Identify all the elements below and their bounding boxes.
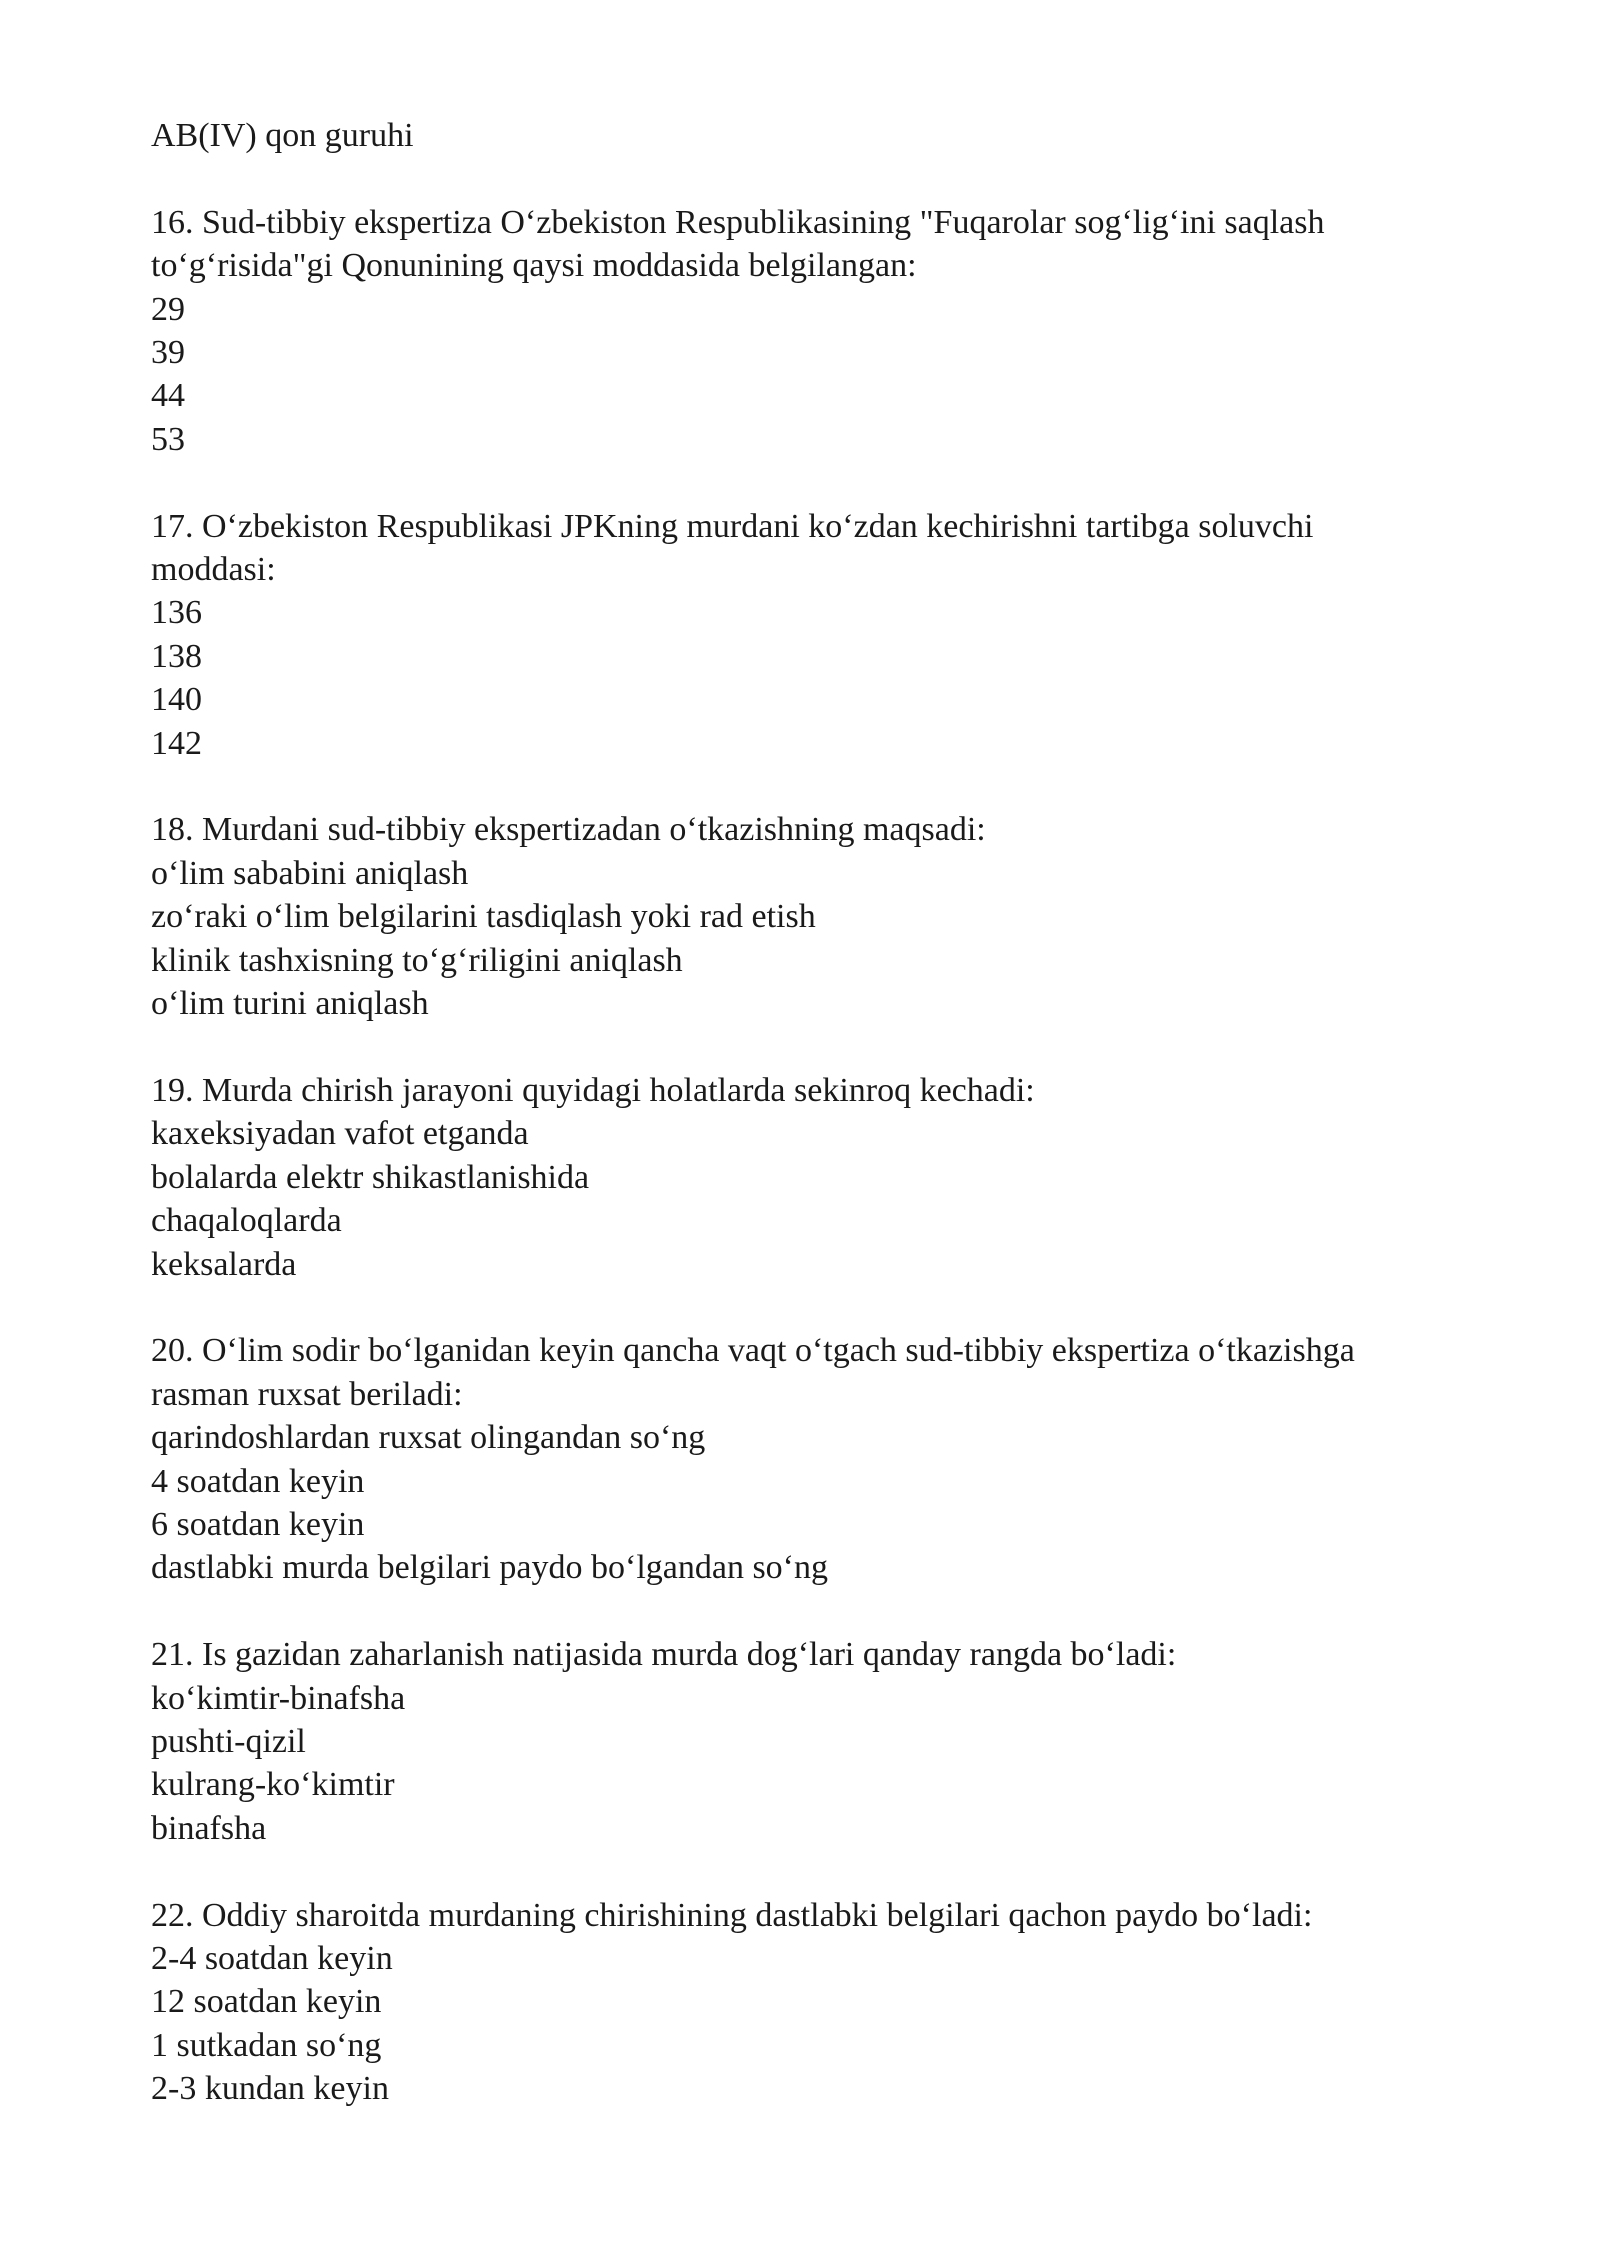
answer-option: ko‘kimtir-binafsha <box>151 1679 406 1717</box>
answer-option: 2-4 soatdan keyin <box>151 1939 393 1977</box>
question-block <box>151 1633 1511 1850</box>
answer-option: 29 <box>151 290 185 328</box>
question-text <box>151 1633 1511 1676</box>
answer-option: dastlabki murda belgilari paydo bo‘lgandan so‘ng <box>151 1549 828 1587</box>
question-text <box>151 1329 1511 1416</box>
answer-option: bolalarda elektr shikastlanishida <box>151 1158 590 1196</box>
answer-option: 136 <box>151 594 202 632</box>
question-text <box>151 1894 1511 1937</box>
answer-option: qarindoshlardan ruxsat olingandan so‘ng <box>151 1419 706 1457</box>
question-text <box>151 201 1511 288</box>
answer-options <box>151 1416 1511 1590</box>
answer-option: 2-3 kundan keyin <box>151 2070 389 2108</box>
answer-option: binafsha <box>151 1809 267 1847</box>
answer-option: 140 <box>151 681 202 719</box>
question-text <box>151 505 1511 592</box>
question-text <box>151 1069 1511 1112</box>
document-body <box>151 114 1511 2111</box>
answer-option: kaxeksiyadan vafot etganda <box>151 1115 529 1153</box>
answer-option: 142 <box>151 724 202 762</box>
answer-option: 12 soatdan keyin <box>151 1983 382 2021</box>
intro-line: AB(IV) qon guruhi <box>151 117 414 154</box>
answer-option: kulrang-ko‘kimtir <box>151 1766 395 1804</box>
answer-option: klinik tashxisning to‘g‘riligini aniqlash <box>151 941 683 979</box>
answer-options <box>151 591 1511 765</box>
answer-option: chaqaloqlarda <box>151 1202 342 1240</box>
answer-option: 1 sutkadan so‘ng <box>151 2026 382 2064</box>
answer-options <box>151 1677 1511 1851</box>
answer-options <box>151 1112 1511 1286</box>
question-line: moddasi: <box>151 551 276 589</box>
answer-option: o‘lim sababini aniqlash <box>151 854 469 892</box>
answer-option: pushti-qizil <box>151 1722 306 1760</box>
answer-option: zo‘raki o‘lim belgilarini tasdiqlash yoki rad etish <box>151 898 816 936</box>
answer-option: keksalarda <box>151 1245 297 1283</box>
question-line: to‘g‘risida"gi Qonunining qaysi moddasida belgilangan: <box>151 247 917 285</box>
answer-option: o‘lim turini aniqlash <box>151 985 429 1023</box>
question-block <box>151 1329 1511 1589</box>
question-line: 18. Murdani sud-tibbiy ekspertizadan o‘tkazishning maqsadi: <box>151 811 986 849</box>
question-list <box>151 201 1511 2111</box>
answer-option: 53 <box>151 420 185 458</box>
answer-option: 4 soatdan keyin <box>151 1462 365 1500</box>
question-line: 19. Murda chirish jarayoni quyidagi holatlarda sekinroq kechadi: <box>151 1071 1035 1109</box>
answer-options <box>151 1937 1511 2111</box>
answer-option: 39 <box>151 334 185 372</box>
question-line: 22. Oddiy sharoitda murdaning chirishining dastlabki belgilari qachon paydo bo‘ladi: <box>151 1896 1313 1934</box>
question-text <box>151 808 1511 851</box>
answer-option: 6 soatdan keyin <box>151 1505 365 1543</box>
question-line: 17. O‘zbekiston Respublikasi JPKning murdani ko‘zdan kechirishni tartibga soluvchi <box>151 507 1314 545</box>
question-line: 20. O‘lim sodir bo‘lganidan keyin qancha vaqt o‘tgach sud-tibbiy ekspertiza o‘tkazishga <box>151 1332 1355 1370</box>
question-block <box>151 808 1511 1025</box>
question-line: 21. Is gazidan zaharlanish natijasida murda dog‘lari qanday rangda bo‘ladi: <box>151 1636 1177 1674</box>
answer-option: 138 <box>151 637 202 675</box>
answer-options <box>151 852 1511 1026</box>
question-line: 16. Sud-tibbiy ekspertiza O‘zbekiston Respublikasining "Fuqarolar sog‘lig‘ini saqlash <box>151 203 1325 241</box>
question-block <box>151 201 1511 461</box>
question-block <box>151 505 1511 765</box>
answer-options <box>151 288 1511 462</box>
answer-option: 44 <box>151 377 185 415</box>
question-line: rasman ruxsat beriladi: <box>151 1375 463 1413</box>
question-block <box>151 1069 1511 1286</box>
question-block <box>151 1894 1511 2111</box>
